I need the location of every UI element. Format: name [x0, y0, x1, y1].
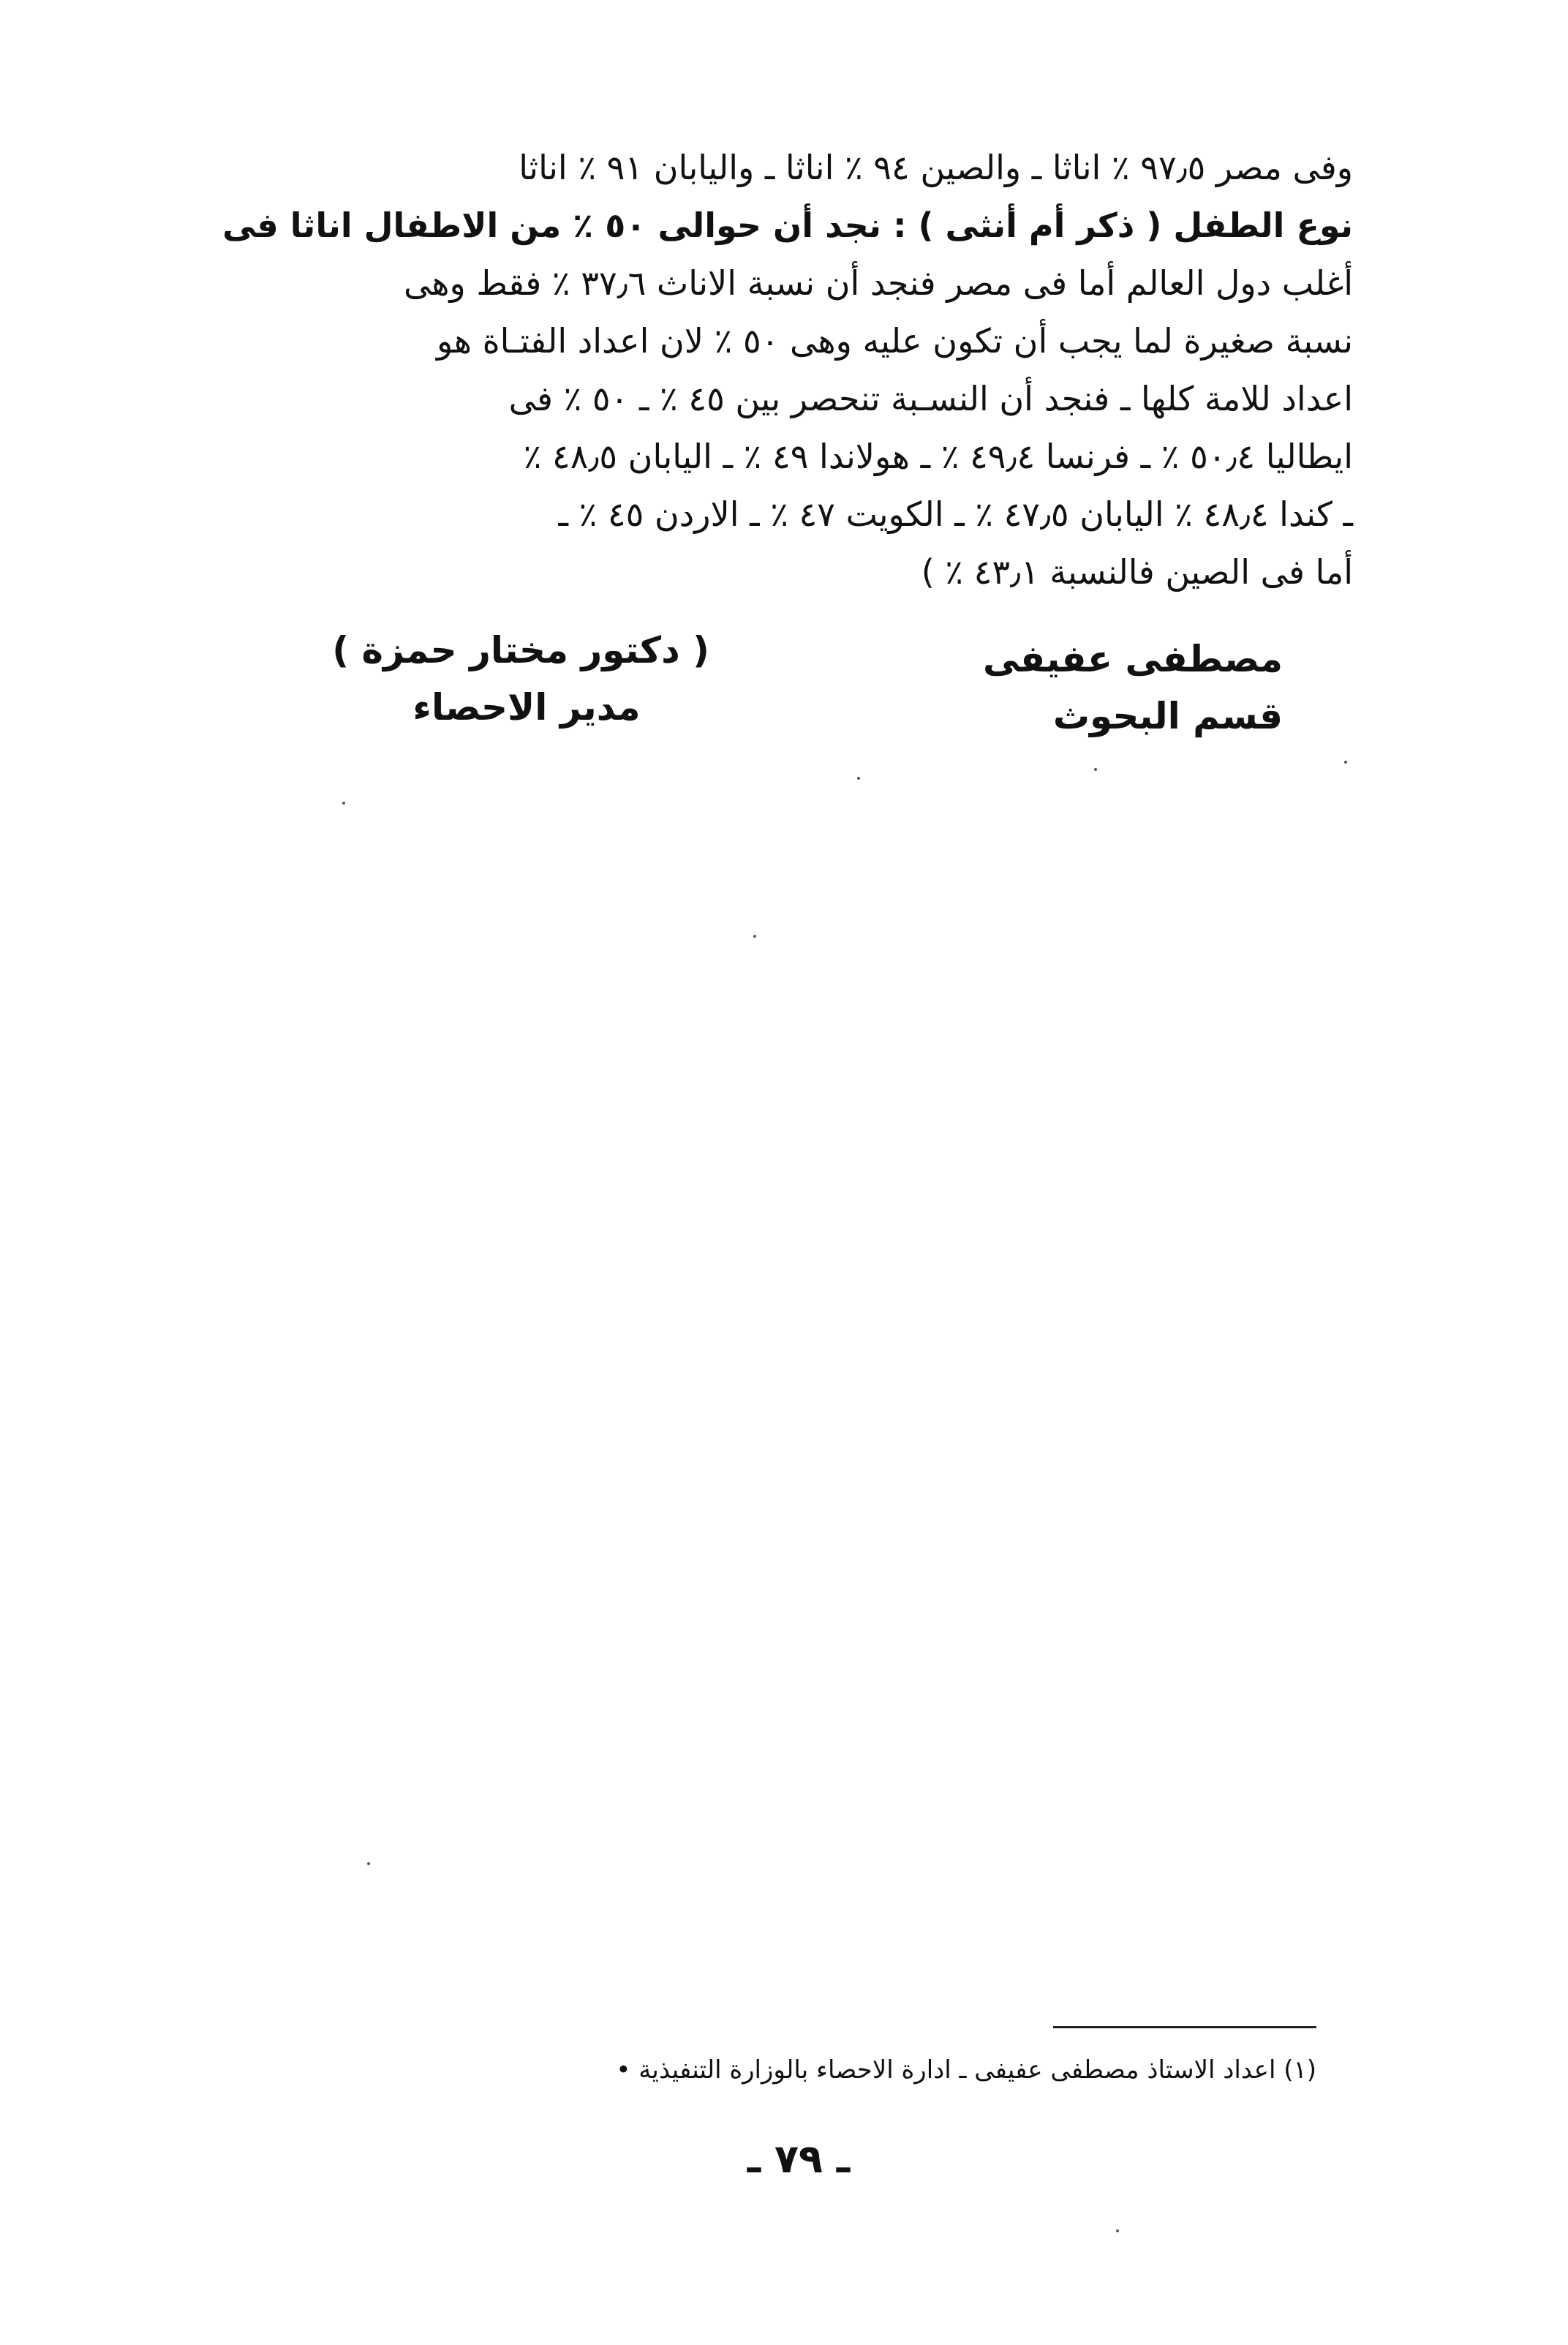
paragraph-line: وفى مصر ٩٧٫٥ ٪ اناثا ـ والصين ٩٤ ٪ اناثا ـ واليابان ٩١ ٪ اناثا [519, 148, 1353, 187]
paragraph-line: نوع الطفل ( ذكر أم أنثى ) : نجد أن حوالى ٥٠ ٪ من الاطفال اناثا فى [222, 206, 1353, 245]
scan-speck [753, 935, 756, 938]
scan-speck [1344, 761, 1347, 764]
paragraph-line: أغلب دول العالم أما فى مصر فنجد أن نسبة الاناث ٣٧٫٦ ٪ فقط وهى [403, 263, 1353, 303]
signature-name: مصطفى عفيفى [982, 638, 1283, 680]
paragraph-line: ايطاليا ٥٠٫٤ ٪ ـ فرنسا ٤٩٫٤ ٪ ـ هولاندا ٤٩ ٪ ـ اليابان ٤٨٫٥ ٪ [523, 437, 1353, 476]
signature-title: مدير الاحصاء [412, 686, 641, 729]
paragraph-line: نسبة صغيرة لما يجب أن تكون عليه وهى ٥٠ ٪ لان اعداد الفتـاة هو [436, 321, 1353, 361]
signature-block-statistics [332, 622, 709, 736]
paragraph-line: ـ كندا ٤٨٫٤ ٪ اليابان ٤٧٫٥ ٪ ـ الكويت ٤٧ ٪ ـ الاردن ٤٥ ٪ ـ [558, 494, 1353, 534]
scan-speck [342, 802, 345, 805]
signature-title: قسم البحوث [1052, 695, 1283, 737]
paragraph-line: أما فى الصين فالنسبة ٤٣٫١ ٪ ) [921, 552, 1353, 592]
scan-speck [1094, 768, 1097, 771]
scan-speck [1116, 2229, 1119, 2232]
signature-name: ( دكتور مختار حمزة ) [332, 629, 709, 671]
scan-speck [857, 777, 860, 780]
signature-block-research [983, 631, 1283, 745]
scan-speck [367, 1862, 370, 1865]
footnote: (١) اعداد الاستاذ مصطفى عفيفى ـ ادارة الاحصاء بالوزارة التنفيذية • [616, 2055, 1316, 2085]
footnote-divider [1053, 2026, 1316, 2028]
page-number: ـ ٧٩ ـ [747, 2136, 851, 2182]
paragraph [222, 139, 1353, 601]
paragraph-line: اعداد للامة كلها ـ فنجد أن النسـبة تنحصر بين ٤٥ ٪ ـ ٥٠ ٪ فى [508, 379, 1353, 418]
